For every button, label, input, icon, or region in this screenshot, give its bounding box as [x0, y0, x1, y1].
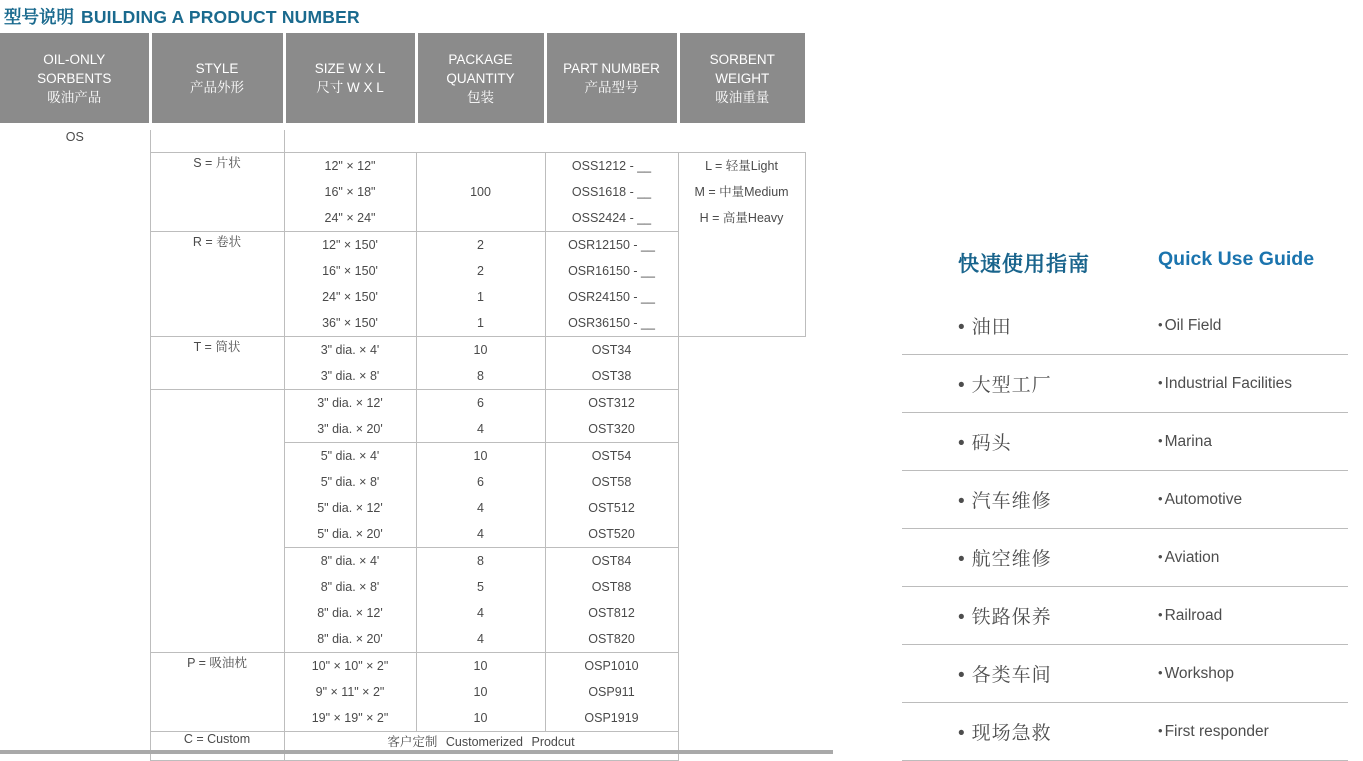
style-cell-empty	[150, 390, 284, 653]
guide-item-railroad: • 铁路保养 • Railroad	[902, 587, 1348, 645]
header-style: STYLE 产品外形	[150, 33, 284, 127]
quantity-cell: 6 4	[416, 390, 545, 443]
bullet-icon: •	[1158, 606, 1163, 622]
header-sorbent-weight: SORBENT WEIGHT 吸油重量	[678, 33, 805, 127]
quantity-cell: 2 2 1 1	[416, 232, 545, 337]
bullet-icon: •	[1158, 374, 1163, 390]
product-code-cell: OS	[65, 130, 84, 144]
quantity-cell: 10 8	[416, 337, 545, 390]
guide-item-aviation: • 航空维修 • Aviation	[902, 529, 1348, 587]
guide-item-marina: • 码头 • Marina	[902, 413, 1348, 471]
bullet-icon: •	[958, 433, 966, 454]
quantity-cell: 10 10 10	[416, 653, 545, 732]
quantity-cell: 8 5 4 4	[416, 548, 545, 653]
style-cell: T = 筒状	[150, 337, 284, 390]
guide-item-workshop: • 各类车间 • Workshop	[902, 645, 1348, 703]
guide-item-first-responder: • 现场急救 • First responder	[902, 703, 1348, 761]
quick-guide-heading-en: Quick Use Guide	[1158, 248, 1315, 270]
bullet-icon: •	[1158, 490, 1163, 506]
guide-item-industrial: • 大型工厂 • Industrial Facilities	[902, 355, 1348, 413]
header-package-quantity: PACKAGE QUANTITY 包装	[416, 33, 545, 127]
guide-item-automotive: • 汽车维修 • Automotive	[902, 471, 1348, 529]
quick-use-guide-heading	[902, 248, 1348, 297]
part-number-cell: OSP1010 OSP911 OSP1919	[545, 653, 678, 732]
quantity-cell: 10 6 4 4	[416, 443, 545, 548]
bullet-icon: •	[958, 607, 966, 628]
part-number-cell: OSS1212 - __ OSS1618 - __ OSS2424 - __	[545, 153, 678, 232]
guide-item-oil-field: • 油田 • Oil Field	[902, 297, 1348, 355]
style-cell: R = 卷状	[150, 232, 284, 337]
bullet-icon: •	[1158, 316, 1163, 332]
size-cell: 12" × 12" 16" × 18" 24" × 24"	[284, 153, 416, 232]
part-number-cell: OST312 OST320	[545, 390, 678, 443]
header-part-number: PART NUMBER 产品型号	[545, 33, 678, 127]
size-cell: 8" dia. × 4' 8" dia. × 8' 8" dia. × 12' 8" dia. × 20'	[284, 548, 416, 653]
product-number-table	[0, 33, 806, 761]
header-oil-only-sorbents: OIL-ONLY SORBENTS 吸油产品	[0, 33, 150, 127]
header-size: SIZE W X L 尺寸 W X L	[284, 33, 416, 127]
quick-guide-heading-zh: 快速使用指南	[958, 253, 1090, 276]
sorbent-weight-legend: L = 轻量Light M = 中量Medium H = 高量Heavy	[678, 153, 805, 337]
sorbent-weight-empty-cell	[678, 337, 805, 761]
bullet-icon: •	[958, 491, 966, 512]
style-cell: S = 片状	[150, 153, 284, 232]
bullet-icon: •	[1158, 548, 1163, 564]
bullet-icon: •	[958, 317, 966, 338]
part-number-cell: OSR12150 - __ OSR16150 - __ OSR24150 - __ OSR36150 - __	[545, 232, 678, 337]
bullet-icon: •	[958, 665, 966, 686]
size-cell: 12" × 150' 16" × 150' 24" × 150' 36" × 150'	[284, 232, 416, 337]
style-cell: C = Custom	[150, 732, 284, 761]
size-cell: 3" dia. × 4' 3" dia. × 8'	[284, 337, 416, 390]
bullet-icon: •	[958, 723, 966, 744]
bullet-icon: •	[958, 549, 966, 570]
bullet-icon: •	[1158, 432, 1163, 448]
size-cell: 5" dia. × 4' 5" dia. × 8' 5" dia. × 12' 5" dia. × 20'	[284, 443, 416, 548]
part-number-cell: OST34 OST38	[545, 337, 678, 390]
custom-product-cell: 客户定制 Customerized Prodcut	[284, 732, 678, 761]
size-cell: 3" dia. × 12' 3" dia. × 20'	[284, 390, 416, 443]
page-title	[4, 4, 360, 29]
bullet-icon: •	[958, 375, 966, 396]
page-title-en: BUILDING A PRODUCT NUMBER	[81, 7, 360, 27]
style-cell: P = 吸油枕	[150, 653, 284, 732]
bullet-icon: •	[1158, 722, 1163, 738]
table-header-row	[0, 33, 805, 127]
part-number-cell: OST84 OST88 OST812 OST820	[545, 548, 678, 653]
page-title-zh: 型号说明	[4, 7, 74, 27]
quick-use-guide	[902, 248, 1348, 761]
style-cell-empty	[150, 127, 284, 153]
table-bottom-bar	[0, 750, 833, 754]
spacer-cell	[284, 127, 805, 153]
table-row-spacer	[0, 127, 805, 153]
bullet-icon: •	[1158, 664, 1163, 680]
size-cell: 10" × 10" × 2" 9" × 11" × 2" 19" × 19" × 2"	[284, 653, 416, 732]
quantity-cell: 100	[416, 153, 545, 232]
part-number-cell: OST54 OST58 OST512 OST520	[545, 443, 678, 548]
